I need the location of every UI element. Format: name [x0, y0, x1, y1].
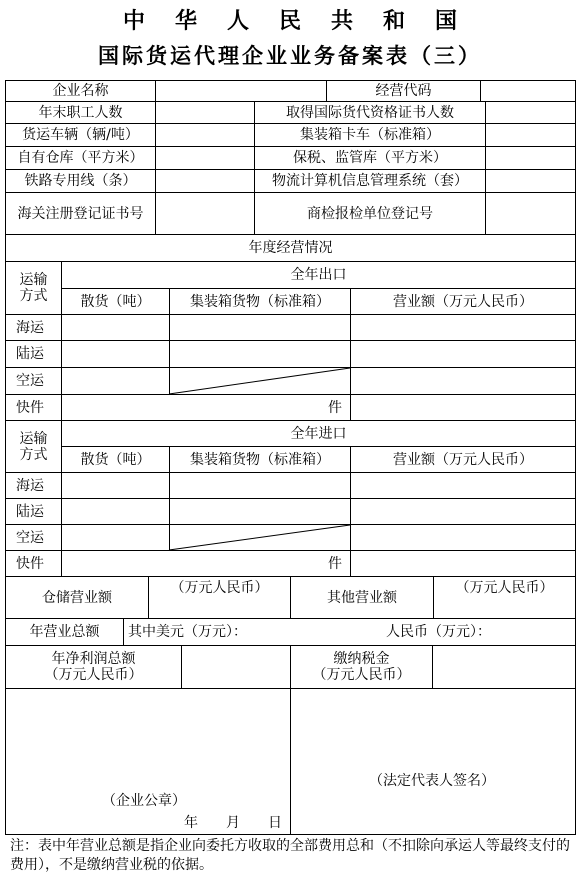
import-col-container: 集装箱货物（标准箱）	[169, 446, 351, 473]
import-air-revenue[interactable]	[350, 524, 576, 551]
bonded-warehouse-field[interactable]	[485, 146, 576, 170]
import-sea-bulk[interactable]	[61, 472, 170, 499]
export-express-revenue[interactable]	[350, 394, 576, 421]
own-warehouse-field[interactable]	[155, 146, 255, 170]
footnote: 注：表中年营业总额是指企业向委托方收取的全部费用总和（不扣除向承运人等最终支付的费用），不是缴纳营业税的依据。	[10, 838, 570, 873]
net-profit-label: 年净利润总额 （万元人民币）	[5, 645, 182, 689]
export-row-sea: 海运	[5, 314, 62, 341]
annual-total-field[interactable]	[123, 618, 576, 646]
tax-paid-field[interactable]	[432, 645, 576, 689]
export-land-revenue[interactable]	[350, 340, 576, 368]
export-col-bulk: 散货（吨）	[61, 288, 170, 315]
document-title: 中华人民共和国	[122, 8, 487, 34]
export-air-container-na	[169, 367, 351, 395]
annual-total-label: 年营业总额	[5, 618, 124, 646]
company-name-label: 企业名称	[5, 80, 156, 102]
trucks-label: 货运车辆（辆/吨）	[5, 123, 156, 147]
year-end-staff-field[interactable]	[155, 101, 255, 124]
bonded-warehouse-label: 保税、监管库（平方米）	[254, 146, 486, 170]
company-seal-area[interactable]	[5, 688, 291, 835]
other-revenue-field[interactable]	[433, 576, 576, 619]
import-land-revenue[interactable]	[350, 498, 576, 525]
export-row-express: 快件	[5, 394, 62, 421]
import-row-sea: 海运	[5, 472, 62, 499]
railway-line-field[interactable]	[155, 169, 255, 193]
warehouse-revenue-field[interactable]	[148, 576, 291, 619]
own-warehouse-label: 自有仓库（平方米）	[5, 146, 156, 170]
export-col-revenue: 营业额（万元人民币）	[350, 288, 576, 315]
import-express-unit: 件	[328, 555, 342, 572]
import-land-container[interactable]	[169, 498, 351, 525]
cert-holders-field[interactable]	[485, 101, 576, 124]
export-express-count[interactable]	[61, 394, 351, 421]
import-row-land: 陆运	[5, 498, 62, 525]
usd-label: 其中美元（万元）：	[128, 624, 247, 640]
document-subtitle: 国际货运代理企业业务备案表（三）	[98, 43, 482, 68]
import-land-bulk[interactable]	[61, 498, 170, 525]
net-profit-field[interactable]	[181, 645, 291, 689]
other-revenue-label: 其他营业额	[290, 576, 434, 619]
export-sea-revenue[interactable]	[350, 314, 576, 341]
year-end-staff-label: 年末职工人数	[5, 101, 156, 124]
annual-section-header: 年度经营情况	[5, 234, 576, 262]
seal-date: 年 月 日	[184, 815, 282, 831]
business-code-label: 经营代码	[326, 80, 481, 102]
tax-paid-label: 缴纳税金 （万元人民币）	[290, 645, 433, 689]
export-land-bulk[interactable]	[61, 340, 170, 368]
export-air-revenue[interactable]	[350, 367, 576, 395]
import-col-bulk: 散货（吨）	[61, 446, 170, 473]
import-air-bulk[interactable]	[61, 524, 170, 551]
import-header: 全年进口	[61, 420, 576, 447]
company-seal-label: （企业公章）	[102, 793, 186, 809]
business-code-field[interactable]	[480, 80, 576, 102]
export-air-bulk[interactable]	[61, 367, 170, 395]
railway-line-label: 铁路专用线（条）	[5, 169, 156, 193]
inspection-reg-field[interactable]	[485, 192, 576, 235]
import-sea-container[interactable]	[169, 472, 351, 499]
other-revenue-unit: （万元人民币）	[455, 580, 554, 596]
export-header: 全年出口	[61, 261, 576, 289]
container-trucks-label: 集装箱卡车（标准箱）	[254, 123, 486, 147]
import-air-container-na	[169, 524, 351, 551]
import-express-revenue[interactable]	[350, 550, 576, 577]
logistics-system-field[interactable]	[485, 169, 576, 193]
customs-reg-field[interactable]	[155, 192, 255, 235]
legal-rep-sign-area[interactable]	[290, 688, 576, 835]
import-row-express: 快件	[5, 550, 62, 577]
import-mode-label: 运输方式	[5, 420, 62, 473]
import-sea-revenue[interactable]	[350, 472, 576, 499]
customs-reg-label: 海关注册登记证书号	[5, 192, 156, 235]
export-express-unit: 件	[328, 399, 342, 416]
import-col-revenue: 营业额（万元人民币）	[350, 446, 576, 473]
logistics-system-label: 物流计算机信息管理系统（套）	[254, 169, 486, 193]
import-row-air: 空运	[5, 524, 62, 551]
export-sea-bulk[interactable]	[61, 314, 170, 341]
export-row-air: 空运	[5, 367, 62, 395]
export-col-container: 集装箱货物（标准箱）	[169, 288, 351, 315]
export-sea-container[interactable]	[169, 314, 351, 341]
warehouse-revenue-unit: （万元人民币）	[170, 580, 269, 596]
legal-rep-sign-label: （法定代表人签名）	[369, 773, 495, 789]
inspection-reg-label: 商检报检单位登记号	[254, 192, 486, 235]
export-mode-label: 运输方式	[5, 261, 62, 315]
trucks-field[interactable]	[155, 123, 255, 147]
cert-holders-label: 取得国际货代资格证书人数	[254, 101, 486, 124]
container-trucks-field[interactable]	[485, 123, 576, 147]
import-express-count[interactable]	[61, 550, 351, 577]
company-name-field[interactable]	[155, 80, 327, 102]
rmb-label: 人民币（万元）：	[386, 624, 491, 640]
warehouse-revenue-label: 仓储营业额	[5, 576, 149, 619]
export-row-land: 陆运	[5, 340, 62, 368]
export-land-container[interactable]	[169, 340, 351, 368]
